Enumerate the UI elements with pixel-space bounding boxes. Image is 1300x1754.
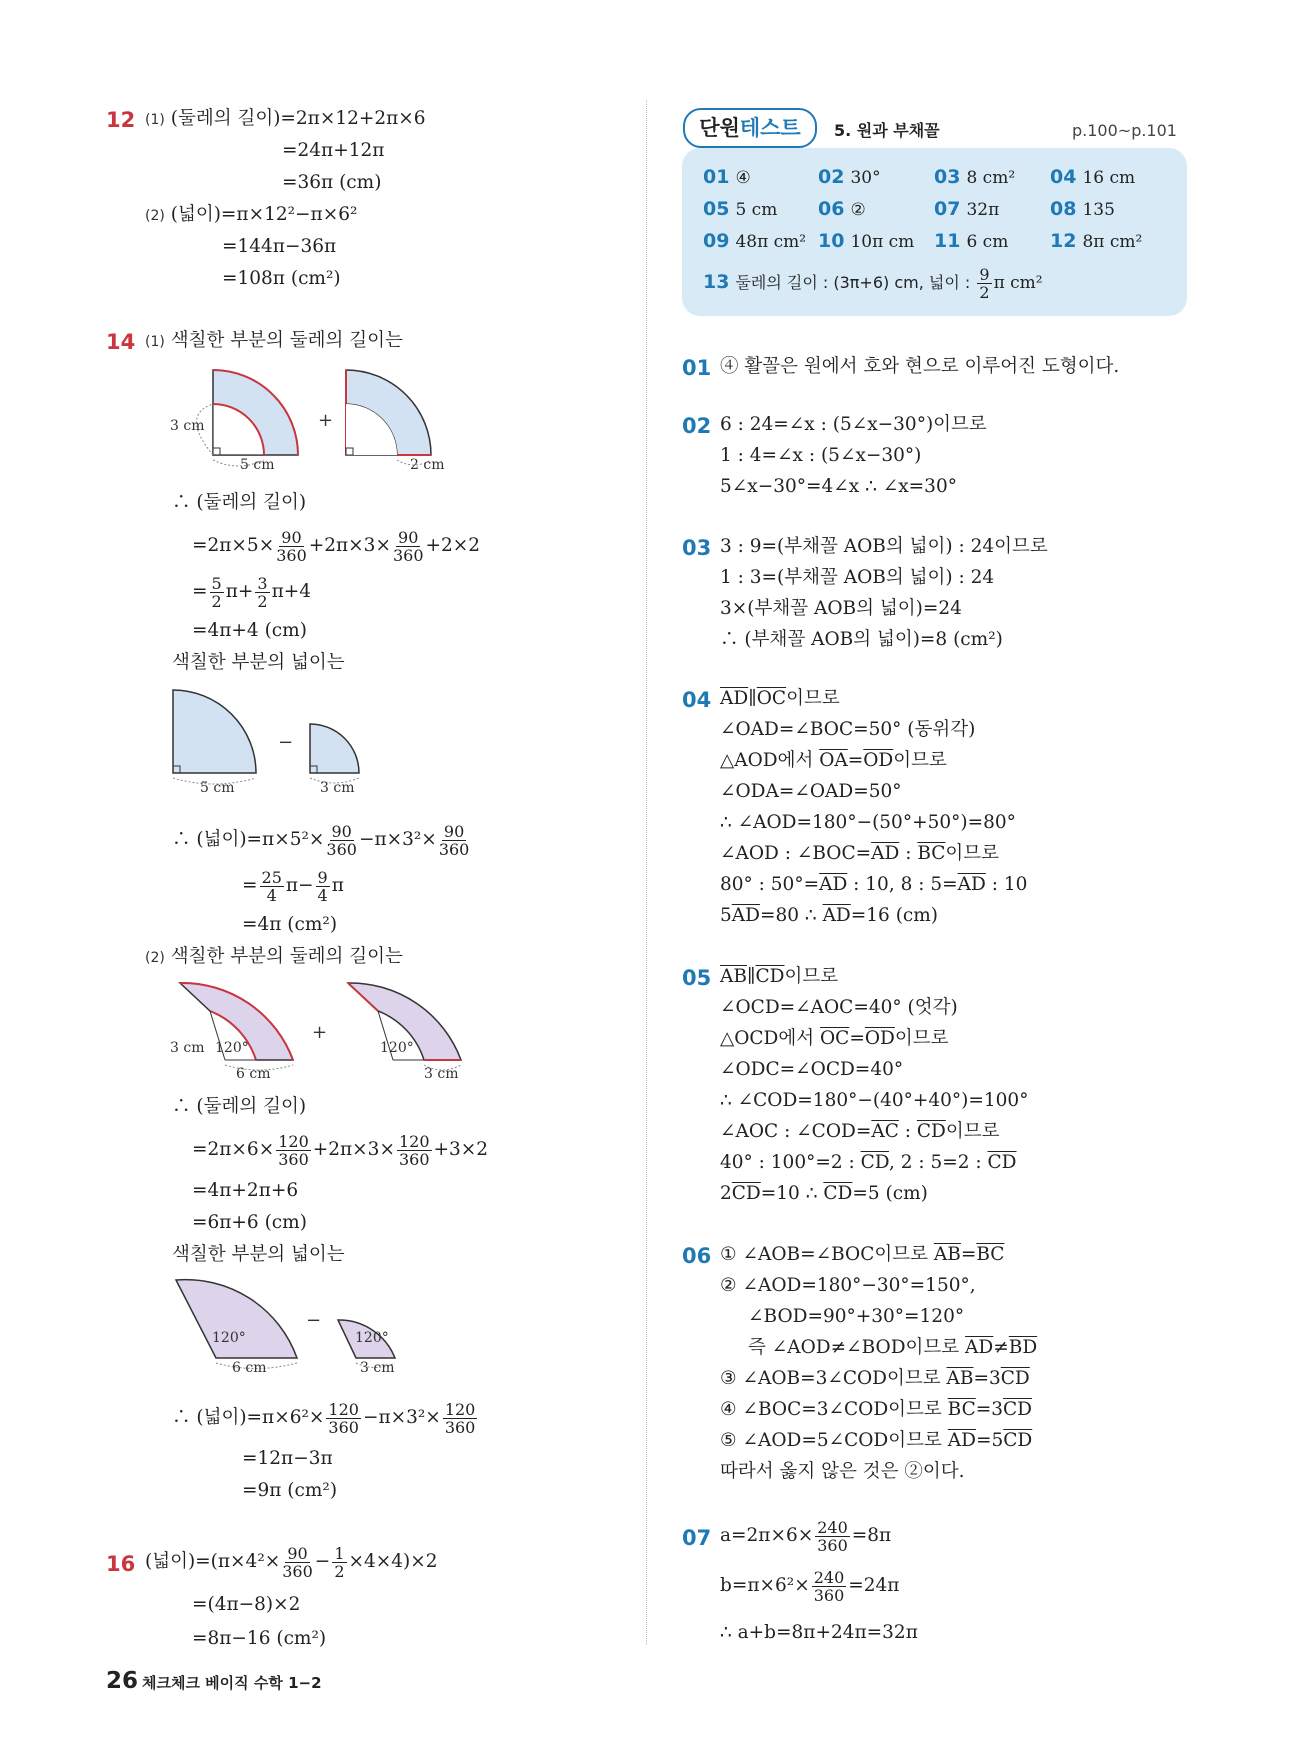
figure-operator: − <box>306 1310 322 1331</box>
solution-line: =8π−16 (cm²) <box>192 1628 327 1649</box>
solution-line: =108π (cm²) <box>222 268 341 289</box>
solution-line: =9π (cm²) <box>242 1480 338 1501</box>
answer-item: 01 ④ <box>703 166 751 188</box>
solution-line: ∴ (둘레의 길이) <box>172 1096 307 1117</box>
solution-line: ∴ ∠COD=180°−(40°+40°)=100° <box>720 1090 1029 1111</box>
solution-line: 따라서 옳지 않은 것은 ②이다. <box>720 1461 965 1482</box>
solution-line: =2π×6× $\frac{120}{360}$ +2π×3× $\frac{120}{360}$ +3×2 <box>192 1131 489 1169</box>
solution-number: 06 <box>682 1244 712 1268</box>
answer-item: 06 ② <box>818 198 866 220</box>
page-number: 26 <box>106 1668 139 1694</box>
solution-line: (넓이)=(π×4²× $\frac{90}{360}$ − $\frac{1}{2}$ ×4×4)×2 <box>145 1543 438 1581</box>
solution-line: 즉 ∠AOD≠∠BOD이므로 $\overline{AD}\ne\overline{BD}$ <box>748 1337 1038 1358</box>
solution-line: 3×(부채꼴 AOB의 넓이)=24 <box>720 598 962 619</box>
solution-line: ∠AOC : $\angle COD=\overline{AC}$ : $\overline{CD}$이므로 <box>720 1121 1000 1142</box>
solution-line: ∠AOD : $\angle BOC=\overline{AD}$ : $\overline{BC}$이므로 <box>720 843 1000 864</box>
solution-line: =4π+2π+6 <box>192 1180 299 1201</box>
answer-item: 09 48π cm² <box>703 230 807 252</box>
figure-label: 5 cm <box>240 457 275 473</box>
figure-angle-label: 120° <box>380 1040 414 1056</box>
solution-line: 5∠x−30°=4∠x ∴ ∠x=30° <box>720 476 957 497</box>
answer-item: 13 둘레의 길이 : (3π+6) cm, 넓이 : $\frac{9}{2}$ π cm² <box>703 265 1043 302</box>
solution-line: △AOD에서 $\overline{OA}=\overline{OD}$이므로 <box>720 750 947 771</box>
figure-label: 5 cm <box>200 780 235 796</box>
answer-item: 11 6 cm <box>934 230 1009 252</box>
page-range: p.100~p.101 <box>1072 121 1177 140</box>
solution-line: ② ∠AOD=180°−30°=150°, <box>720 1275 976 1296</box>
figure-sector-area <box>160 1272 420 1372</box>
unit-test-tag: 단원테스트 <box>683 108 817 148</box>
solution-line: (2) 색칠한 부분의 둘레의 길이는 <box>145 946 403 967</box>
solution-line: 80° : $50^\circ=\overline{AD}$ : 10, 8 : $5=\overline{AD}$ : 10 <box>720 874 1028 895</box>
figure-operator: + <box>312 1022 328 1043</box>
figure-angle-label: 120° <box>355 1330 389 1346</box>
solution-number: 01 <box>682 356 712 380</box>
problem-number: 12 <box>106 108 136 132</box>
solution-line: 1 : 4=∠x : (5∠x−30°) <box>720 445 922 466</box>
solution-line: = $\frac{5}{2}$ π+ $\frac{3}{2}$ π+4 <box>192 573 311 611</box>
solution-line: (1) 색칠한 부분의 둘레의 길이는 <box>145 330 403 351</box>
solution-line: ∠OCD=∠AOC=40° (엇각) <box>720 997 958 1018</box>
solution-line: 1 : 3=(부채꼴 AOB의 넓이) : 24 <box>720 567 995 588</box>
answer-item: 07 32π <box>934 198 1000 220</box>
solution-line: 6 : 24=∠x : (5∠x−30°)이므로 <box>720 414 987 435</box>
solution-line: =6π+6 (cm) <box>192 1212 307 1233</box>
answer-item: 05 5 cm <box>703 198 778 220</box>
book-title: 체크체크 베이직 수학 1−2 <box>142 1674 322 1692</box>
solution-line: =36π (cm) <box>282 172 382 193</box>
solution-line: 색칠한 부분의 넓이는 <box>172 652 345 673</box>
figure-quarter-area <box>160 680 390 790</box>
solution-line: ∴ a+b=8π+24π=32π <box>720 1622 918 1643</box>
solution-line: = $\frac{25}{4}$ π− $\frac{9}{4}$ π <box>242 867 344 905</box>
solution-line: ∴ (넓이)=π×6²× $\frac{120}{360}$ −π×3²× $\frac{120}{360}$ <box>172 1399 476 1437</box>
solution-line: =12π−3π <box>242 1448 333 1469</box>
figure-label: 3 cm <box>170 1040 205 1056</box>
solution-line: 색칠한 부분의 넓이는 <box>172 1244 345 1265</box>
column-divider <box>646 100 647 1645</box>
solution-line: ④ ∠BOC=3∠COD이므로 $\overline{BC}=3\overline{CD}$ <box>720 1399 1033 1420</box>
solution-line: ④ 활꼴은 원에서 호와 현으로 이루어진 도형이다. <box>720 356 1120 377</box>
solution-line: 3 : 9=(부채꼴 AOB의 넓이) : 24이므로 <box>720 536 1048 557</box>
solution-line: △OCD에서 $\overline{OC}=\overline{OD}$이므로 <box>720 1028 949 1049</box>
solution-line: 40° : 100°=2 : $\overline{CD}$, 2 : 5=2 : $\overline{CD}$ <box>720 1152 1017 1173</box>
solution-line: $\overline{AD}\parallel\overline{OC}$이므로 <box>720 688 840 709</box>
solution-line: $2\overline{CD}=10$ ∴ $\overline{CD}=5$ (cm) <box>720 1183 928 1204</box>
solution-line: ∴ (넓이)=π×5²× $\frac{90}{360}$ −π×3²× $\frac{90}{360}$ <box>172 821 470 859</box>
solution-line: ⑤ ∠AOD=5∠COD이므로 $\overline{AD}=5\overline{CD}$ <box>720 1430 1033 1451</box>
solution-line: =4π+4 (cm) <box>192 620 307 641</box>
solution-line: ∴ ∠AOD=180°−(50°+50°)=80° <box>720 812 1016 833</box>
solution-line: =144π−36π <box>222 236 337 257</box>
figure-label: 6 cm <box>236 1066 271 1082</box>
answer-item: 03 8 cm² <box>934 166 1016 188</box>
answer-item: 08 135 <box>1050 198 1115 220</box>
solution-line: =24π+12π <box>282 140 385 161</box>
answer-item: 02 30° <box>818 166 881 188</box>
solution-line: =2π×5× $\frac{90}{360}$ +2π×3× $\frac{90}{360}$ +2×2 <box>192 527 481 565</box>
chapter-title: 5. 원과 부채꼴 <box>834 121 940 140</box>
solution-line: ∴ (부채꼴 AOB의 넓이)=8 (cm²) <box>720 629 1003 650</box>
problem-number: 14 <box>106 330 136 354</box>
figure-operator: + <box>318 410 334 431</box>
solution-line: ③ ∠AOB=3∠COD이므로 $\overline{AB}=3\overline{CD}$ <box>720 1368 1030 1389</box>
answer-item: 04 16 cm <box>1050 166 1136 188</box>
solution-line: ∠BOD=90°+30°=120° <box>748 1306 965 1327</box>
figure-operator: − <box>278 732 294 753</box>
solution-line: ∴ (둘레의 길이) <box>172 492 307 513</box>
solution-line: ∠ODA=∠OAD=50° <box>720 781 902 802</box>
answer-item: 12 8π cm² <box>1050 230 1143 252</box>
solution-number: 03 <box>682 536 712 560</box>
solution-number: 07 <box>682 1526 712 1550</box>
solution-line: a=2π×6× $\frac{240}{360}$ =8π <box>720 1517 892 1555</box>
solution-line: $\overline{AB}\parallel\overline{CD}$이므로 <box>720 966 839 987</box>
figure-label: 3 cm <box>424 1066 459 1082</box>
solution-number: 02 <box>682 414 712 438</box>
solution-number: 05 <box>682 966 712 990</box>
figure-label: 3 cm <box>320 780 355 796</box>
problem-number: 16 <box>106 1552 136 1576</box>
solution-line: ∠ODC=∠OCD=40° <box>720 1059 904 1080</box>
solution-line: b=π×6²× $\frac{240}{360}$ =24π <box>720 1567 900 1605</box>
solution-line: (2) (넓이)=π×12²−π×6² <box>145 204 358 225</box>
figure-label: 6 cm <box>232 1360 267 1376</box>
figure-angle-label: 120° <box>215 1040 249 1056</box>
figure-label: 2 cm <box>410 457 445 473</box>
figure-label: 3 cm <box>170 418 205 434</box>
solution-line: ① ∠AOB=∠BOC이므로 $\overline{AB}=\overline{BC}$ <box>720 1244 1005 1265</box>
figure-label: 3 cm <box>360 1360 395 1376</box>
solution-line: $5\overline{AD}=80$ ∴ $\overline{AD}=16$ (cm) <box>720 905 939 926</box>
solution-line: =4π (cm²) <box>242 914 338 935</box>
answer-item: 10 10π cm <box>818 230 915 252</box>
solution-line: (1) (둘레의 길이)=2π×12+2π×6 <box>145 108 426 129</box>
solution-number: 04 <box>682 688 712 712</box>
figure-angle-label: 120° <box>212 1330 246 1346</box>
solution-line: =(4π−8)×2 <box>192 1594 301 1615</box>
solution-line: ∠OAD=∠BOC=50° (동위각) <box>720 719 976 740</box>
